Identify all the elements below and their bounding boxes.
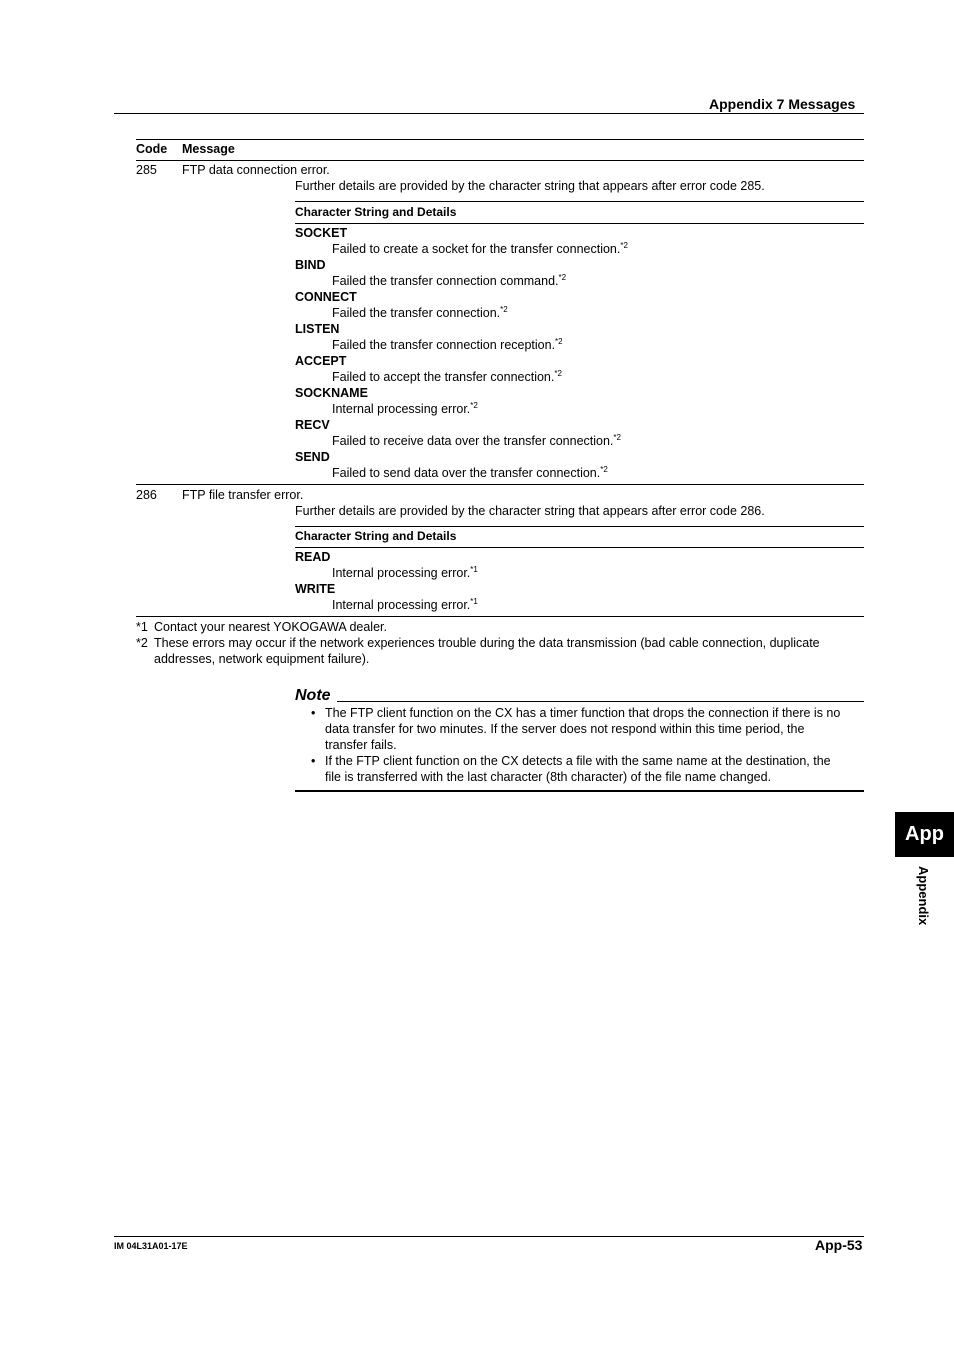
detail-listen: [332, 338, 563, 352]
table-header-rule: [136, 160, 864, 161]
footnote-ref: *2: [555, 336, 563, 346]
header-rule: [114, 113, 864, 114]
footnote-ref: *2: [558, 272, 567, 282]
string-read: READ: [295, 550, 331, 564]
detail-write: [332, 598, 478, 612]
page-header-title: Appendix 7 Messages: [709, 96, 856, 112]
detail-write-text: Internal processing error.: [332, 598, 471, 612]
detail-send: [332, 466, 608, 480]
footnote-1-text: Contact your nearest YOKOGAWA dealer.: [154, 620, 387, 634]
detail-accept: [332, 370, 562, 384]
detail-connect: [332, 306, 508, 320]
row-separator-rule: [136, 484, 864, 485]
page-number: App-53: [815, 1237, 863, 1253]
column-header-code: Code: [136, 142, 168, 156]
detail-sockname: [332, 402, 478, 416]
note-bullet-1-line-2: data transfer for two minutes. If the server does not respond within this time period, the: [325, 722, 805, 736]
column-header-message: Message: [182, 142, 235, 156]
string-bind: BIND: [295, 258, 326, 272]
string-recv: RECV: [295, 418, 330, 432]
subtable-header-rule-285: [295, 223, 864, 224]
string-listen: LISTEN: [295, 322, 340, 336]
table-top-rule: [136, 139, 864, 140]
detail-send-text: Failed to send data over the transfer connection.: [332, 466, 601, 480]
appendix-tab: App: [895, 812, 954, 857]
string-accept: ACCEPT: [295, 354, 347, 368]
further-details-286: Further details are provided by the character string that appears after error code 286.: [295, 504, 765, 518]
footnote-ref: *2: [554, 368, 562, 378]
footnote-2-text-line-2: addresses, network equipment failure).: [154, 652, 370, 666]
subtable-top-rule-285: [295, 201, 864, 202]
string-write: WRITE: [295, 582, 336, 596]
error-message-285: FTP data connection error.: [182, 163, 330, 177]
document-code: IM 04L31A01-17E: [114, 1241, 188, 1251]
note-bullet-2-line-2: file is transferred with the last character (8th character) of the file name changed.: [325, 770, 772, 784]
detail-socket-text: Failed to create a socket for the transfer connection.: [332, 242, 621, 256]
detail-read-text: Internal processing error.: [332, 566, 471, 580]
error-code-286: 286: [136, 488, 157, 502]
subtable-top-rule-286: [295, 526, 864, 527]
footnote-ref: *2: [620, 240, 628, 250]
detail-accept-text: Failed to accept the transfer connection.: [332, 370, 555, 384]
subtable-header-286: Character String and Details: [295, 529, 457, 543]
note-bullet-1-line-1: The FTP client function on the CX has a timer function that drops the connection if there is no: [325, 706, 841, 720]
error-message-286: FTP file transfer error.: [182, 488, 304, 502]
footnote-2-mark: *2: [136, 636, 148, 650]
footnote-ref: *2: [613, 432, 621, 442]
detail-connect-text: Failed the transfer connection.: [332, 306, 501, 320]
footer-rule: [114, 1236, 864, 1237]
bullet-icon: •: [311, 706, 316, 720]
note-bullet-2-line-1: If the FTP client function on the CX detects a file with the same name at the destination, the: [325, 754, 831, 768]
detail-socket: [332, 242, 628, 256]
string-send: SEND: [295, 450, 330, 464]
further-details-285: Further details are provided by the character string that appears after error code 285.: [295, 179, 765, 193]
detail-listen-text: Failed the transfer connection reception.: [332, 338, 556, 352]
footnote-1-mark: *1: [136, 620, 148, 634]
detail-bind: [332, 274, 566, 288]
footnote-ref: *2: [470, 400, 478, 410]
detail-recv-text: Failed to receive data over the transfer connection.: [332, 434, 614, 448]
note-bottom-rule: [295, 790, 864, 792]
footnote-ref: *2: [500, 304, 508, 314]
note-bullet-1-line-3: transfer fails.: [325, 738, 397, 752]
detail-bind-text: Failed the transfer connection command.: [332, 274, 559, 288]
subtable-header-285: Character String and Details: [295, 205, 457, 219]
detail-read: [332, 566, 478, 580]
table-bottom-rule: [136, 616, 864, 617]
bullet-icon: •: [311, 754, 316, 768]
footnote-ref: *2: [600, 464, 608, 474]
appendix-vertical-label: Appendix: [916, 866, 931, 926]
detail-recv: [332, 434, 621, 448]
detail-sockname-text: Internal processing error.: [332, 402, 471, 416]
error-code-285: 285: [136, 163, 157, 177]
note-top-rule: [337, 701, 864, 702]
footnote-ref: *1: [470, 564, 478, 574]
note-title: Note: [295, 687, 331, 704]
string-connect: CONNECT: [295, 290, 357, 304]
string-sockname: SOCKNAME: [295, 386, 368, 400]
footnote-ref: *1: [470, 596, 478, 606]
footnote-2-text-line-1: These errors may occur if the network experiences trouble during the data transmission (bad cable connection, duplicate: [154, 636, 820, 650]
subtable-header-rule-286: [295, 547, 864, 548]
string-socket: SOCKET: [295, 226, 348, 240]
